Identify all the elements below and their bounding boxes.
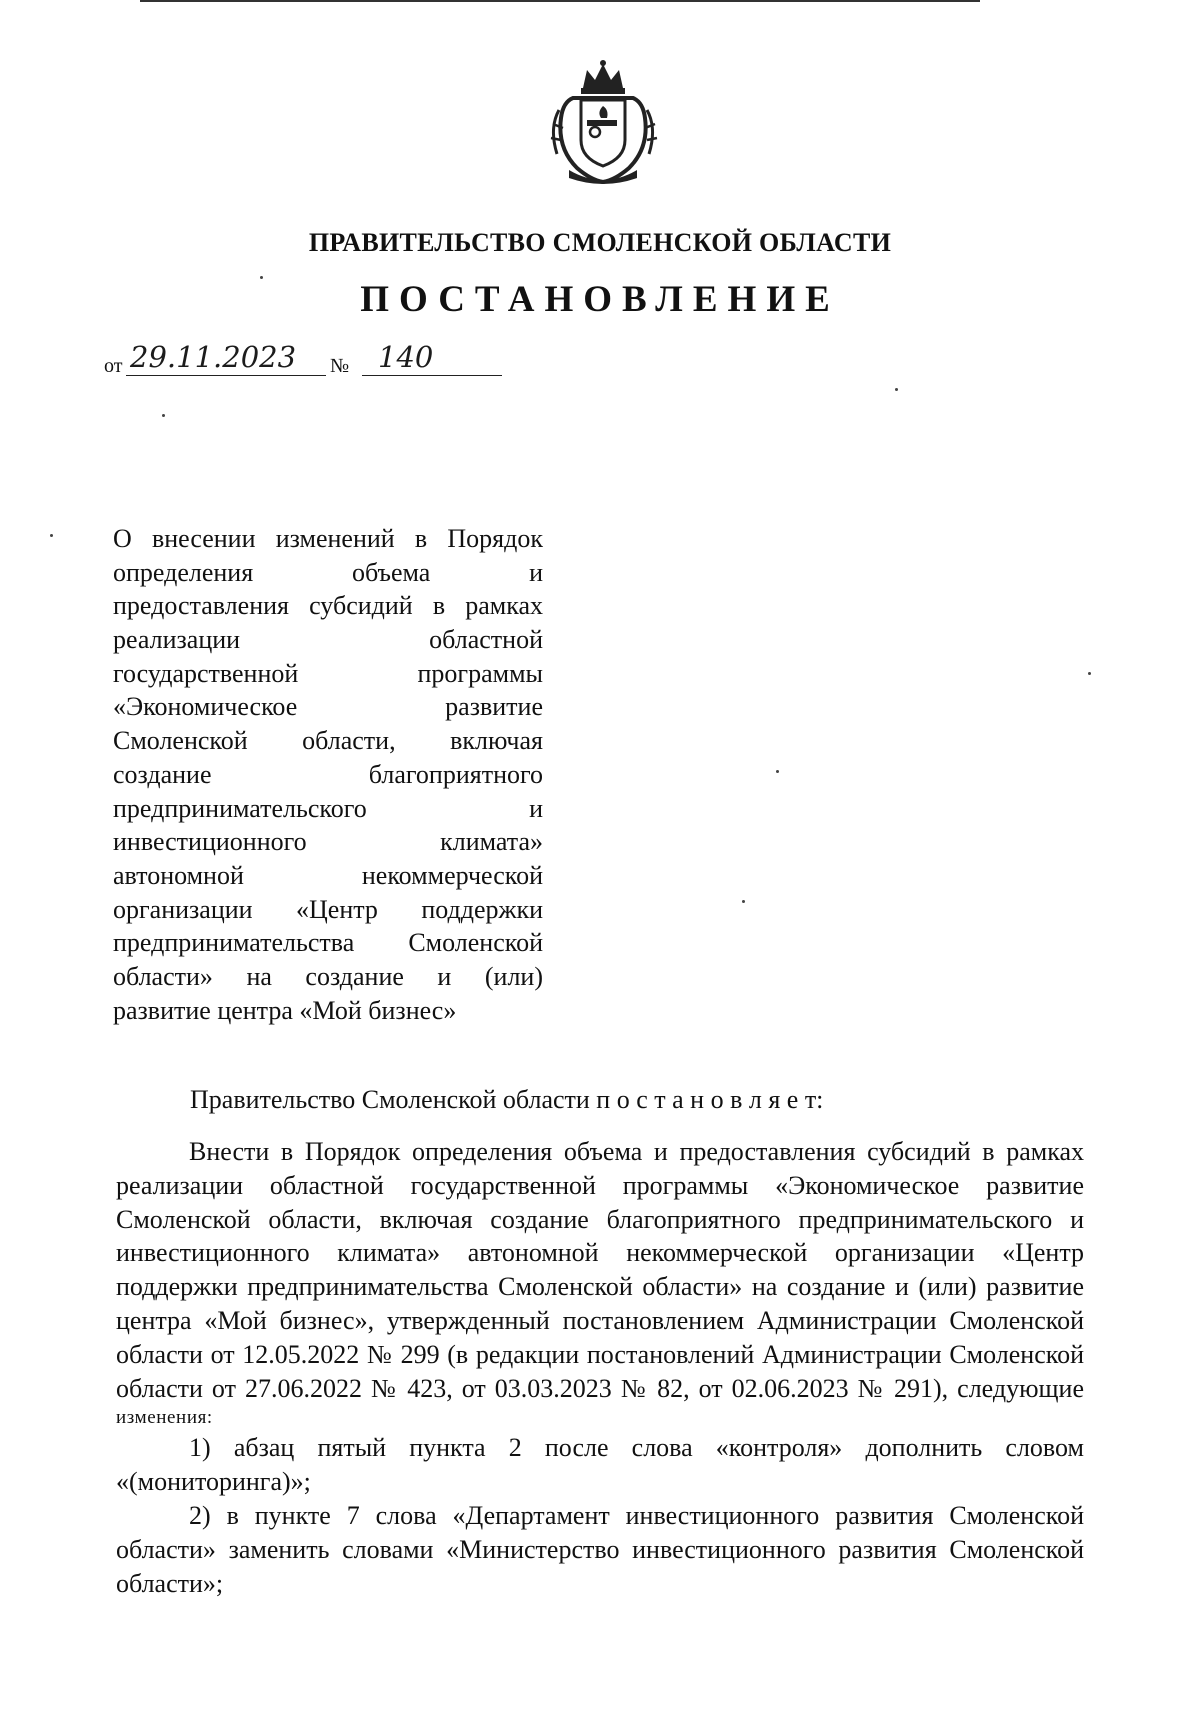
title-line: предпринимательства Смоленской: [113, 928, 543, 958]
title-line: развитие центра «Мой бизнес»: [113, 995, 457, 1025]
scan-speck: [162, 414, 165, 417]
number-label: №: [330, 355, 350, 377]
body-line: «(мониторинга)»;: [116, 1467, 311, 1497]
body-line: Смоленской области, включая создание благоприятного предпринимательского и: [116, 1204, 1084, 1234]
title-line: инвестиционного климата»: [113, 827, 543, 857]
document-title: [113, 522, 543, 1027]
body-line: инвестиционного климата» автономной некоммерческой организации «Центр: [116, 1238, 1084, 1268]
body-line: изменения:: [116, 1407, 213, 1429]
date-underline: [126, 375, 326, 376]
body-line: области»;: [116, 1568, 224, 1598]
title-line: области» на создание и (или): [113, 961, 543, 991]
scan-speck: [50, 534, 53, 537]
decree-statement: Правительство Смоленской области п о с т а н о в л я е т:: [190, 1085, 824, 1114]
body-line: области от 27.06.2022 № 423, от 03.03.2023 № 82, от 02.06.2023 № 291), следующие: [116, 1373, 1084, 1403]
body-line: 1) абзац пятый пункта 2 после слова «контроля» дополнить словом: [189, 1433, 1084, 1463]
body-line: области от 12.05.2022 № 299 (в редакции постановлений Администрации Смоленской: [116, 1339, 1084, 1369]
document-type: ПОСТАНОВЛЕНИЕ: [360, 279, 840, 320]
date-label: от: [104, 355, 123, 377]
body-line: области» заменить словами «Министерство инвестиционного развития Смоленской: [116, 1534, 1084, 1564]
title-line: государственной программы: [113, 658, 543, 688]
body-line: реализации областной государственной программы «Экономическое развитие: [116, 1170, 1084, 1200]
title-line: создание благоприятного: [113, 759, 543, 789]
scan-speck: [776, 770, 779, 773]
title-line: реализации областной: [113, 625, 543, 655]
date-value: 29.11.2023: [130, 340, 297, 374]
body-text: [116, 1135, 1084, 1600]
title-line: автономной некоммерческой: [113, 860, 543, 890]
number-value: 140: [378, 340, 434, 374]
title-line: «Экономическое развитие: [113, 692, 543, 722]
title-line: предпринимательского и: [113, 793, 543, 823]
government-name: ПРАВИТЕЛЬСТВО СМОЛЕНСКОЙ ОБЛАСТИ: [308, 228, 892, 257]
scan-top-edge: [140, 0, 980, 2]
title-line: определения объема и: [113, 557, 543, 587]
number-underline: [362, 375, 502, 376]
scan-speck: [742, 900, 745, 903]
body-line: поддержки предпринимательства Смоленской области» на создание и (или) развитие: [116, 1272, 1084, 1302]
scan-speck: [1088, 672, 1091, 675]
body-line: Внести в Порядок определения объема и предоставления субсидий в рамках: [189, 1137, 1084, 1166]
body-line: центра «Мой бизнес», утвержденный постановлением Администрации Смоленской: [116, 1305, 1084, 1335]
title-line: организации «Центр поддержки: [113, 894, 543, 924]
date-number-row: [104, 340, 524, 380]
scan-speck: [260, 276, 263, 279]
scan-speck: [895, 388, 898, 391]
title-line: О внесении изменений в Порядок: [113, 524, 543, 553]
coat-of-arms-icon: [543, 58, 663, 190]
title-line: предоставления субсидий в рамках: [113, 591, 543, 621]
body-line: 2) в пункте 7 слова «Департамент инвестиционного развития Смоленской: [189, 1500, 1084, 1530]
title-line: Смоленской области, включая: [113, 726, 543, 756]
